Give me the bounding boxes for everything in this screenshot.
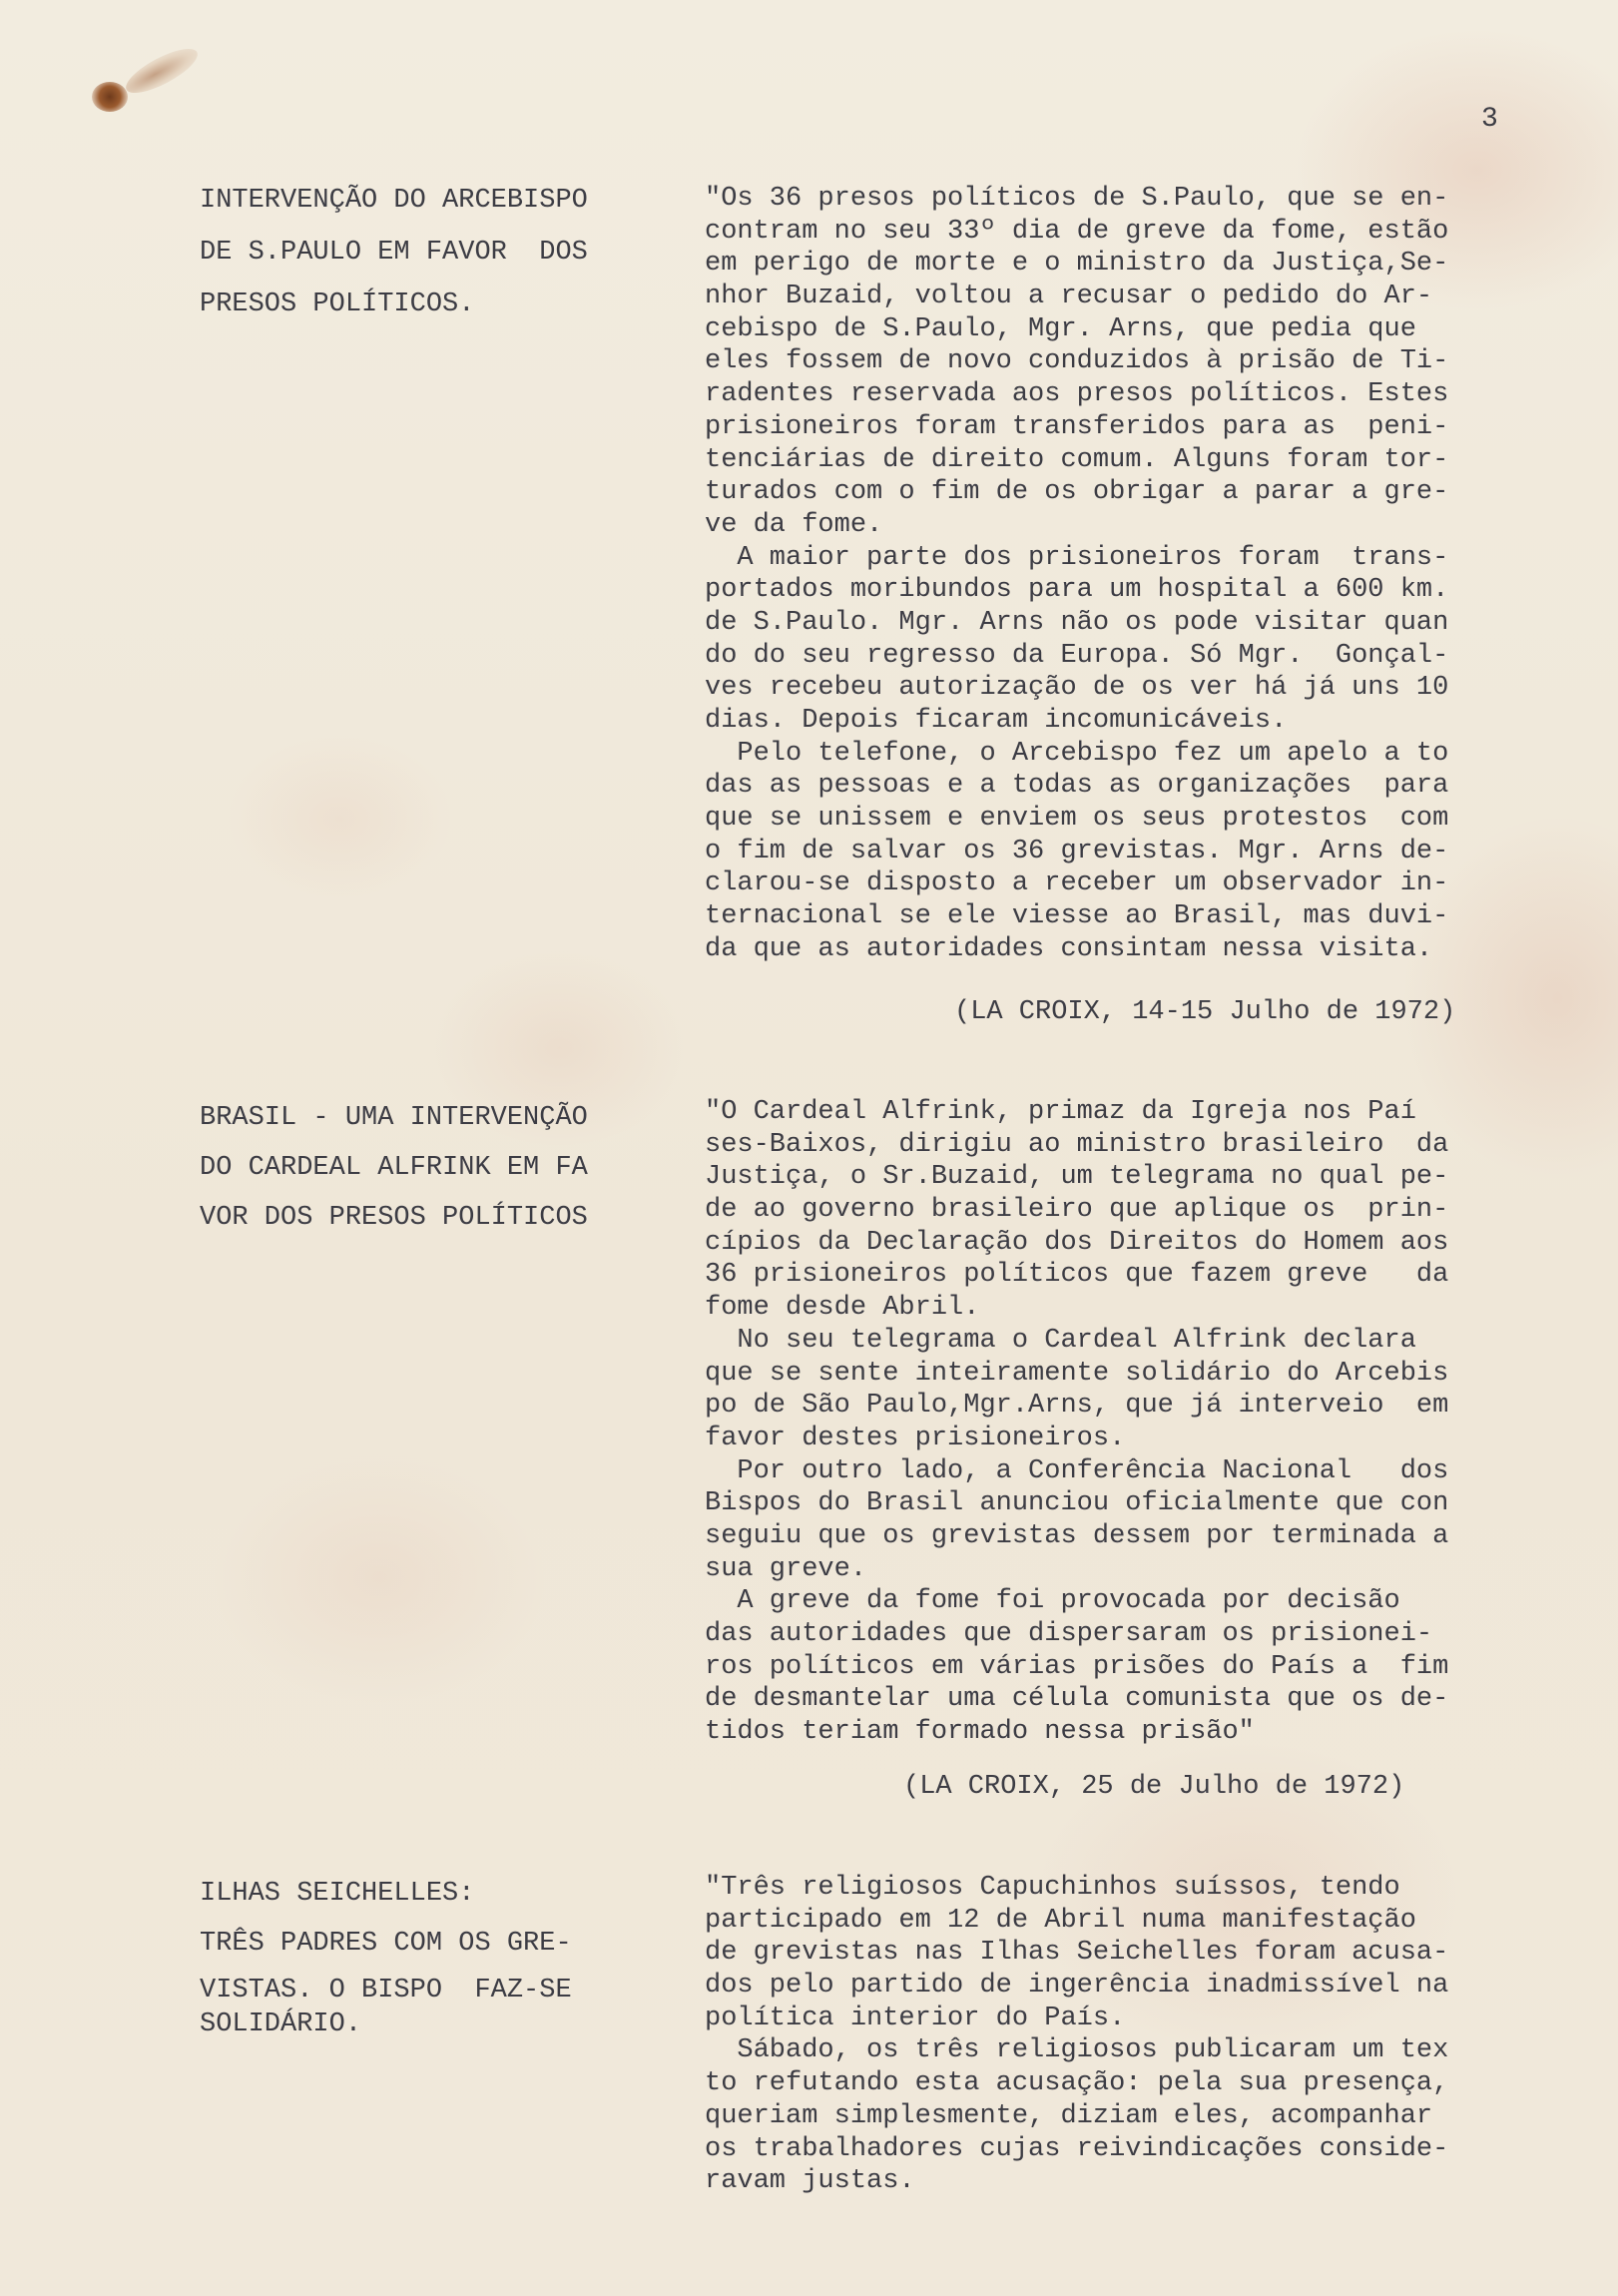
body-line: "Três religiosos Capuchinhos suíssos, tendo <box>705 1873 1400 1903</box>
page-number: 3 <box>1481 104 1498 135</box>
body-line: das autoridades que dispersaram os prisionei- <box>705 1619 1433 1649</box>
heading-line: DE S.PAULO EM FAVOR DOS <box>200 238 588 268</box>
body-line: política interior do País. <box>705 2003 1126 2033</box>
body-line: os trabalhadores cujas reivindicações conside- <box>705 2133 1449 2164</box>
source-citation: (LA CROIX, 14-15 Julho de 1972) <box>954 997 1456 1027</box>
body-line: sua greve. <box>705 1553 867 1584</box>
body-line: ternacional se ele viesse ao Brasil, mas duvi- <box>705 901 1449 932</box>
body-line: ves recebeu autorização de os ver há já uns 10 <box>705 673 1449 704</box>
body-line: Sábado, os três religiosos publicaram um tex <box>705 2035 1449 2066</box>
body-line: de desmantelar uma célula comunista que os de- <box>705 1684 1449 1715</box>
body-line: clarou-se disposto a receber um observador in- <box>705 868 1449 899</box>
body-line: Justiça, o Sr.Buzaid, um telegrama no qual pe- <box>705 1162 1449 1193</box>
body-line: da que as autoridades consintam nessa visita. <box>705 933 1433 964</box>
section-heading-archbishop <box>200 184 659 339</box>
body-line: tidos teriam formado nessa prisão" <box>705 1717 1255 1748</box>
body-line: A maior parte dos prisioneiros foram trans- <box>705 542 1449 573</box>
section-body-archbishop <box>705 183 1543 966</box>
body-line: "O Cardeal Alfrink, primaz da Igreja nos Paí <box>705 1097 1416 1127</box>
heading-line: SOLIDÁRIO. <box>200 2009 362 2039</box>
body-line: cebispo de S.Paulo, Mgr. Arns, que pedia que <box>705 313 1416 344</box>
body-line: "Os 36 presos políticos de S.Paulo, que se en- <box>705 184 1449 214</box>
body-line: po de São Paulo,Mgr.Arns, que já interveio em <box>705 1391 1449 1422</box>
heading-line: BRASIL - UMA INTERVENÇÃO <box>200 1103 588 1133</box>
body-line: participado em 12 de Abril numa manifestação <box>705 1905 1416 1936</box>
body-line: ve da fome. <box>705 509 883 540</box>
body-line: queriam simplesmente, diziam eles, acompanhar <box>705 2100 1433 2131</box>
body-line: fome desde Abril. <box>705 1293 980 1324</box>
section-body-alfrink <box>705 1096 1543 1749</box>
heading-line: ILHAS SEICHELLES: <box>200 1879 475 1909</box>
heading-line: TRÊS PADRES COM OS GRE- <box>200 1929 572 1959</box>
body-line: dias. Depois ficaram incomunicáveis. <box>705 706 1288 736</box>
body-line: de ao governo brasileiro que aplique os prin- <box>705 1195 1449 1226</box>
body-line: do do seu regresso da Europa. Só Mgr. Gonçal- <box>705 640 1449 671</box>
body-line: tenciárias de direito comum. Alguns foram tor- <box>705 444 1449 475</box>
body-line: turados com o fim de os obrigar a parar a gre- <box>705 477 1449 508</box>
body-line: das as pessoas e a todas as organizações para <box>705 771 1449 802</box>
heading-line: VOR DOS PRESOS POLÍTICOS <box>200 1203 588 1233</box>
rust-stain-trail <box>121 41 204 102</box>
body-line: portados moribundos para um hospital a 600 km. <box>705 575 1449 606</box>
body-line: contram no seu 33º dia de greve da fome, estão <box>705 216 1449 247</box>
section-heading-alfrink <box>200 1101 659 1251</box>
body-line: de S.Paulo. Mgr. Arns não os pode visitar quan <box>705 607 1449 638</box>
body-line: No seu telegrama o Cardeal Alfrink declara <box>705 1325 1416 1356</box>
body-line: A greve da fome foi provocada por decisão <box>705 1586 1400 1617</box>
body-line: cípios da Declaração dos Direitos do Homem aos <box>705 1227 1449 1258</box>
body-line: ses-Baixos, dirigiu ao ministro brasileiro da <box>705 1129 1449 1160</box>
body-line: to refutando esta acusação: pela sua presença, <box>705 2068 1449 2099</box>
heading-line: PRESOS POLÍTICOS. <box>200 289 475 319</box>
body-line: ravam justas. <box>705 2166 915 2197</box>
heading-line: INTERVENÇÃO DO ARCEBISPO <box>200 186 588 216</box>
body-line: em perigo de morte e o ministro da Justiça,Se- <box>705 249 1449 280</box>
body-line: prisioneiros foram transferidos para as peni- <box>705 411 1449 442</box>
body-line: 36 prisioneiros políticos que fazem greve da <box>705 1260 1449 1291</box>
rust-stain <box>92 82 128 112</box>
section-heading-seychelles <box>200 1877 659 2041</box>
body-line: seguiu que os grevistas dessem por terminada a <box>705 1520 1449 1551</box>
body-line: radentes reservada aos presos políticos. Estes <box>705 379 1449 410</box>
body-line: que se sente inteiramente solidário do Arcebis <box>705 1358 1449 1389</box>
heading-line: DO CARDEAL ALFRINK EM FA <box>200 1153 588 1183</box>
body-line: nhor Buzaid, voltou a recusar o pedido do Ar- <box>705 282 1433 312</box>
body-line: ros políticos em várias prisões do País a fim <box>705 1651 1449 1682</box>
body-line: Por outro lado, a Conferência Nacional dos <box>705 1455 1449 1486</box>
body-line: que se unissem e enviem os seus protestos com <box>705 804 1449 835</box>
body-line: favor destes prisioneiros. <box>705 1423 1126 1453</box>
source-citation: (LA CROIX, 25 de Julho de 1972) <box>903 1772 1405 1802</box>
body-line: Bispos do Brasil anunciou oficialmente que con <box>705 1488 1449 1519</box>
body-line: Pelo telefone, o Arcebispo fez um apelo a to <box>705 738 1449 769</box>
heading-line: VISTAS. O BISPO FAZ-SE <box>200 1976 572 2006</box>
section-body-seychelles <box>705 1872 1543 2198</box>
body-line: o fim de salvar os 36 grevistas. Mgr. Arns de- <box>705 836 1449 866</box>
body-line: eles fossem de novo conduzidos à prisão de Ti- <box>705 346 1449 377</box>
body-line: de grevistas nas Ilhas Seichelles foram acusa- <box>705 1938 1449 1969</box>
body-line: dos pelo partido de ingerência inadmissível na <box>705 1971 1449 2002</box>
